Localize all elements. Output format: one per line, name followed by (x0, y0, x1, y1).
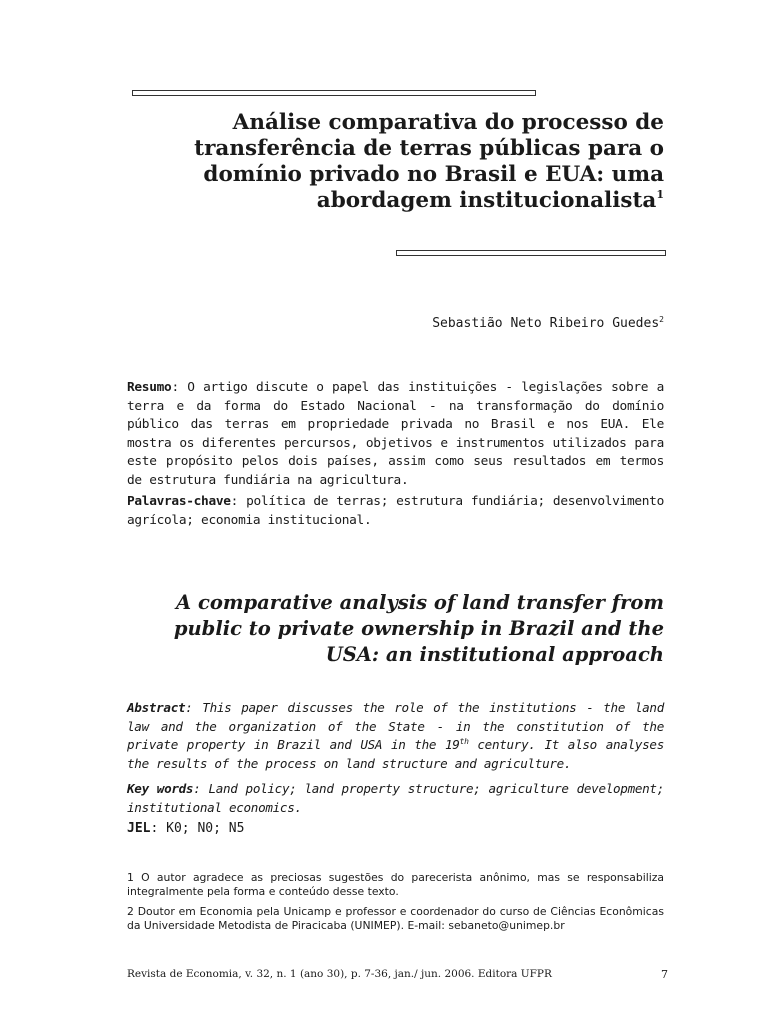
jel-codes: : K0; N0; N5 (150, 821, 245, 836)
abstract-superscript: th (459, 737, 469, 746)
palavras-chave-text: : política de terras; estrutura fundiária; desenvolvimento agrícola; economia institucional. (127, 494, 664, 528)
jel-label: JEL (127, 821, 151, 836)
title-footnote-mark: 1 (656, 188, 664, 201)
palavras-chave-label: Palavras-chave (127, 494, 231, 509)
footnote-1: 1 O autor agradece as preciosas sugestões do parecerista anônimo, mas se responsabiliza integralmente pela forma e conteúdo desse texto. (127, 871, 664, 898)
top-decorative-rule (132, 90, 536, 96)
key-words-text: : Land policy; land property structure; agriculture development; institutional economics. (127, 781, 664, 815)
abstract-text-before: : This paper discusses the role of the institutions - the land law and the organization of the State - in the constitution of the private property in Brazil and USA in the 19 (127, 700, 664, 752)
portuguese-title (144, 110, 664, 214)
portuguese-title-text: Análise comparativa do processo de transferência de terras públicas para o domínio privado no Brasil e EUA: uma abordagem institucionalista (194, 110, 664, 213)
abstract-text-after: century. It also analyses the results of the process on land structure and agriculture. (127, 737, 664, 771)
author-footnote-mark: 2 (659, 315, 664, 324)
resumo-label: Resumo (127, 380, 172, 395)
abstract-paragraph (127, 699, 664, 773)
author-name: Sebastião Neto Ribeiro Guedes (432, 316, 660, 331)
english-title: A comparative analysis of land transfer from public to private ownership in Brazil and the USA: an institutional approach (173, 591, 664, 666)
abstract-label: Abstract (127, 700, 186, 715)
bottom-decorative-rule (396, 250, 666, 256)
key-words-label: Key words (127, 781, 194, 796)
palavras-chave-paragraph (127, 493, 664, 530)
key-words-paragraph (127, 780, 664, 817)
jel-line (127, 821, 244, 836)
journal-citation: Revista de Economia, v. 32, n. 1 (ano 30), p. 7-36, jan./ jun. 2006. Editora UFPR (127, 968, 552, 980)
author-line (432, 316, 664, 331)
footnote-2: 2 Doutor em Economia pela Unicamp e professor e coordenador do curso de Ciências Econômicas da Universidade Metodista de Piracicaba (UNIMEP). E-mail: sebaneto@unimep.br (127, 905, 664, 932)
resumo-paragraph (127, 379, 664, 490)
page-number: 7 (661, 968, 668, 981)
resumo-text: : O artigo discute o papel das instituições - legislações sobre a terra e da forma do Estado Nacional - na transformação do domínio público das terras em propriedade privada no Brasil e nos EUA. Ele mostra os diferentes percursos, objetivos e instrumentos utilizados para este propósito pelos dois países, assim como seus resultados em termos de estrutura fundiária na agricultura. (127, 380, 664, 488)
